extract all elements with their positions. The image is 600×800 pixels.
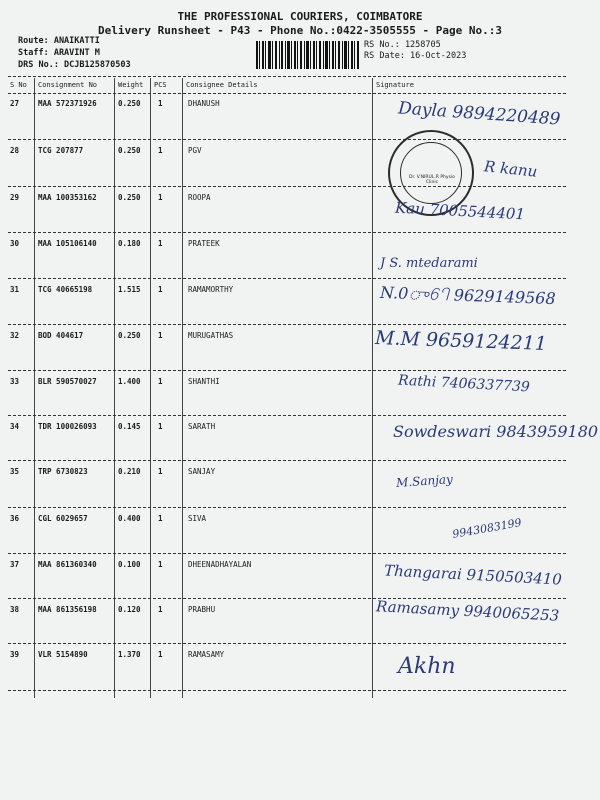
row-consignee: ROOPA xyxy=(188,193,211,202)
row-pcs: 1 xyxy=(158,239,163,248)
row-consignee: SARATH xyxy=(188,422,216,431)
row-divider xyxy=(8,690,566,691)
table-row xyxy=(0,239,600,280)
column-header-consignment: Consignment No xyxy=(38,81,98,89)
row-divider xyxy=(8,507,566,508)
row-sno: 33 xyxy=(10,377,20,386)
signature: Sowdeswari 9843959180 xyxy=(393,422,599,441)
row-pcs: 1 xyxy=(158,650,163,659)
row-consignee: PGV xyxy=(188,146,202,155)
row-weight: 0.400 xyxy=(118,514,141,523)
divider xyxy=(8,93,566,94)
row-consignee: DHEENADHAYALAN xyxy=(188,560,252,569)
row-pcs: 1 xyxy=(158,560,163,569)
runsheet-subtitle: Delivery Runsheet - P43 - Phone No.:0422-3505555 - Page No.:3 xyxy=(98,24,502,37)
row-divider xyxy=(8,232,566,233)
row-consignment: BLR 590570027 xyxy=(38,377,97,386)
company-title: THE PROFESSIONAL COURIERS, COIMBATORE xyxy=(177,10,423,23)
row-divider xyxy=(8,460,566,461)
row-weight: 0.250 xyxy=(118,331,141,340)
signature: 9943083199 xyxy=(451,516,523,541)
row-divider xyxy=(8,598,566,599)
row-weight: 1.515 xyxy=(118,285,141,294)
row-pcs: 1 xyxy=(158,285,163,294)
row-consignee: PRABHU xyxy=(188,605,216,614)
signature: M.Sanjay xyxy=(395,472,454,490)
route-label: Route: ANAIKATTI xyxy=(18,36,100,46)
rs-number: RS No.: 1258705 xyxy=(364,40,441,50)
row-sno: 39 xyxy=(10,650,20,659)
row-pcs: 1 xyxy=(158,422,163,431)
row-sno: 28 xyxy=(10,146,20,155)
row-sno: 29 xyxy=(10,193,20,202)
row-weight: 0.250 xyxy=(118,146,141,155)
row-divider xyxy=(8,278,566,279)
stamp-ring xyxy=(400,142,462,204)
table-row xyxy=(0,467,600,508)
column-header-pcs: PCS xyxy=(154,81,167,89)
row-pcs: 1 xyxy=(158,99,163,108)
row-consignee: RAMASAMY xyxy=(188,650,225,659)
column-header-sno: S No xyxy=(10,81,27,89)
signature: J S. mtedarami xyxy=(380,256,478,271)
column-header-signature: Signature xyxy=(376,81,414,89)
row-pcs: 1 xyxy=(158,193,163,202)
signature: Ramasamy 9940065253 xyxy=(375,597,560,625)
row-consignment: MAA 105106140 xyxy=(38,239,97,248)
row-sno: 36 xyxy=(10,514,20,523)
row-consignment: MAA 861356198 xyxy=(38,605,97,614)
divider xyxy=(8,76,566,77)
row-divider xyxy=(8,553,566,554)
row-consignee: MURUGATHAS xyxy=(188,331,234,340)
row-weight: 0.100 xyxy=(118,560,141,569)
signature: M.M 9659124211 xyxy=(374,327,548,355)
signature: Rathi 7406337739 xyxy=(397,372,531,396)
signature: Thangarai 9150503410 xyxy=(383,561,563,589)
row-divider xyxy=(8,186,566,187)
drs-label: DRS No.: DCJB125870503 xyxy=(18,60,131,70)
signature: N.0ு6ி 9629149568 xyxy=(379,282,556,309)
row-consignee: RAMAMORTHY xyxy=(188,285,234,294)
signature: Dayla 9894220489 xyxy=(397,98,562,130)
row-consignment: TCG 40665198 xyxy=(38,285,93,294)
signature: Kau 7005544401 xyxy=(394,198,526,224)
row-pcs: 1 xyxy=(158,467,163,476)
row-consignee: PRATEEK xyxy=(188,239,220,248)
row-sno: 34 xyxy=(10,422,20,431)
column-header-consignee: Consignee Details xyxy=(186,81,258,89)
row-consignee: SIVA xyxy=(188,514,207,523)
row-weight: 0.120 xyxy=(118,605,141,614)
row-sno: 38 xyxy=(10,605,20,614)
row-consignment: TRP 6730823 xyxy=(38,467,88,476)
row-pcs: 1 xyxy=(158,605,163,614)
row-pcs: 1 xyxy=(158,377,163,386)
row-sno: 31 xyxy=(10,285,20,294)
row-consignment: TCG 207877 xyxy=(38,146,84,155)
row-sno: 37 xyxy=(10,560,20,569)
row-sno: 27 xyxy=(10,99,20,108)
stamp-text: Dr. V.NIRUL.R Physio Clinic xyxy=(409,175,455,185)
row-sno: 32 xyxy=(10,331,20,340)
row-weight: 0.210 xyxy=(118,467,141,476)
row-weight: 0.180 xyxy=(118,239,141,248)
row-pcs: 1 xyxy=(158,331,163,340)
row-consignment: MAA 861360340 xyxy=(38,560,97,569)
row-pcs: 1 xyxy=(158,514,163,523)
row-weight: 0.145 xyxy=(118,422,141,431)
staff-label: Staff: ARAVINT M xyxy=(18,48,100,58)
row-divider xyxy=(8,643,566,644)
row-divider xyxy=(8,324,566,325)
row-consignment: TDR 100026093 xyxy=(38,422,97,431)
signature: R kanu xyxy=(483,157,539,181)
row-divider xyxy=(8,415,566,416)
row-divider xyxy=(8,370,566,371)
row-consignee: SHANTHI xyxy=(188,377,220,386)
row-divider xyxy=(8,139,566,140)
table-row xyxy=(0,650,600,691)
row-consignment: BOD 404617 xyxy=(38,331,84,340)
row-consignment: MAA 572371926 xyxy=(38,99,97,108)
row-weight: 0.250 xyxy=(118,99,141,108)
row-consignee: DHANUSH xyxy=(188,99,220,108)
row-weight: 0.250 xyxy=(118,193,141,202)
row-sno: 35 xyxy=(10,467,20,476)
row-consignee: SANJAY xyxy=(188,467,216,476)
barcode xyxy=(256,41,360,69)
rs-date: RS Date: 16-Oct-2023 xyxy=(364,51,467,61)
row-sno: 30 xyxy=(10,239,20,248)
row-consignment: CGL 6029657 xyxy=(38,514,88,523)
row-weight: 1.370 xyxy=(118,650,141,659)
column-header-weight: Weight xyxy=(118,81,144,89)
row-consignment: MAA 100353162 xyxy=(38,193,97,202)
row-consignment: VLR 5154890 xyxy=(38,650,88,659)
row-weight: 1.400 xyxy=(118,377,141,386)
row-pcs: 1 xyxy=(158,146,163,155)
signature: Akhn xyxy=(398,654,456,679)
